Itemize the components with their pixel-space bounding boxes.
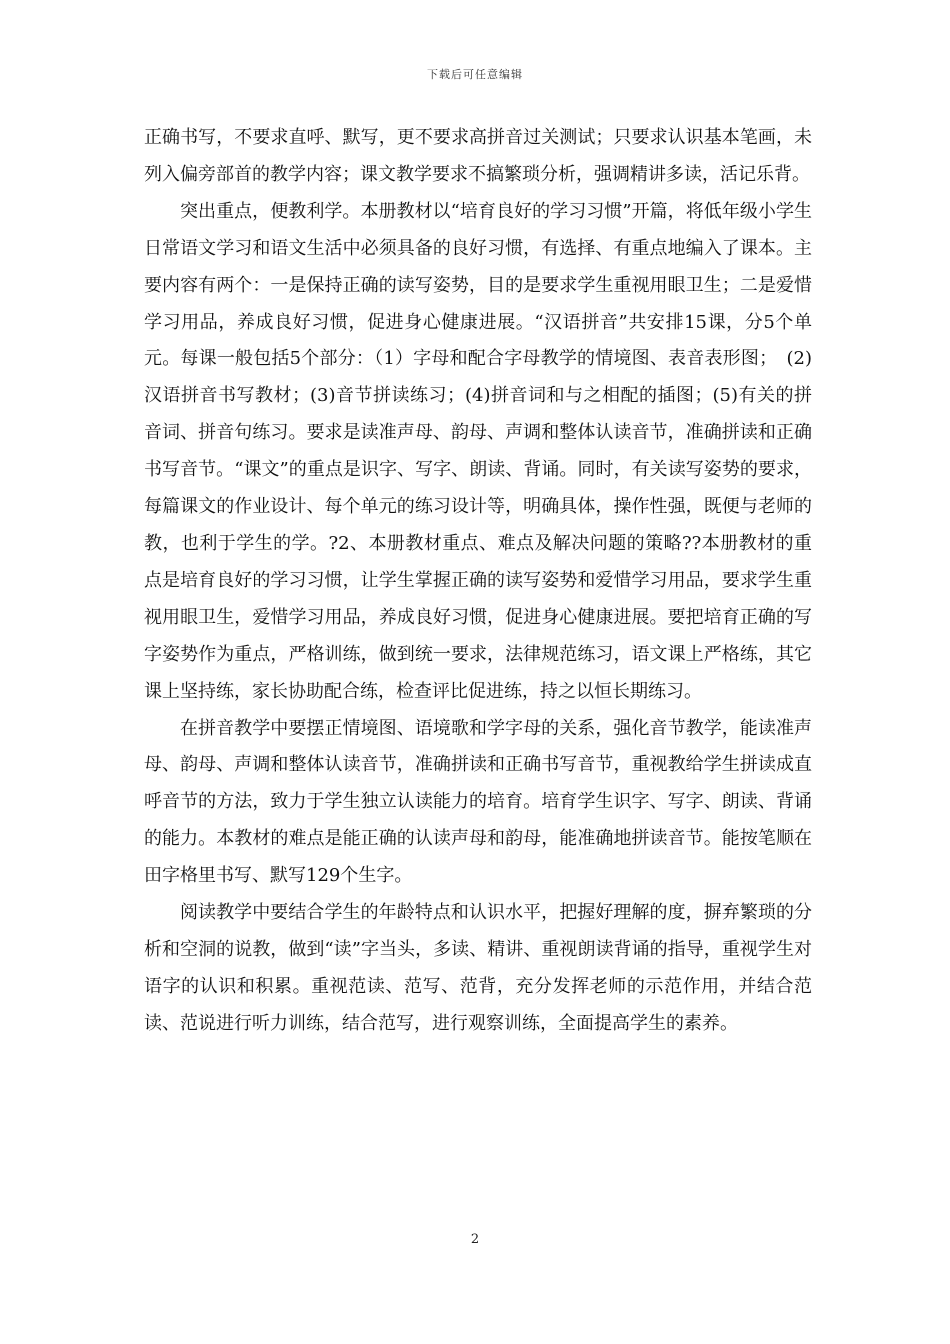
paragraph-1: 正确书写，不要求直呼、默写，更不要求高拼音过关测试；只要求认识基本笔画，未列入偏旁部首的教学内容；课文教学要求不搞繁琐分析，强调精讲多读，活记乐背。 [144, 127, 812, 185]
page-number: 2 [470, 1232, 480, 1247]
paragraph-4: 阅读教学中要结合学生的年龄特点和认识水平，把握好理解的度，摒弃繁琐的分析和空洞的说教，做到“读”字当头，多读、精讲、重视朗读背诵的指导，重视学生对语字的认识和积累。重视范读、范写、范背，充分发挥老师的示范作用，并结合范读、范说进行听力训练，结合范写，进行观察训练，全面提高学生的素养。 [144, 902, 812, 1034]
page-header: 下载后可任意编辑 [427, 68, 523, 81]
paragraph-3: 在拼音教学中要摆正情境图、语境歌和学字母的关系，强化音节教学，能读准声母、韵母、声调和整体认读音节，准确拼读和正确书写音节，重视教给学生拼读成直呼音节的方法，致力于学生独立认读能力的培育。培育学生识字、写字、朗读、背诵的能力。本教材的难点是能正确的认读声母和韵母，能准确地拼读音节。能按笔顺在田字格里书写、默写129个生字。 [144, 717, 812, 887]
paragraph-2: 突出重点，便教利学。本册教材以“培育良好的学习习惯”开篇，将低年级小学生日常语文学习和语文生活中必须具备的良好习惯，有选择、有重点地编入了课本。主要内容有两个：一是保持正确的读写姿势，目的是要求学生重视用眼卫生；二是爱惜学习用品，养成良好习惯，促进身心健康进展。“汉语拼音”共安排15课，分5个单元。每课一般包括5个部分：（1）字母和配合字母教学的情境图、表音表形图； (2)汉语拼音书写教材；(3)音节拼读练习；(4)拼音词和与之相配的插图；(5)有关的拼音词、拼音句练习。要求是读准声母、韵母、声调和整体认读音节，准确拼读和正确书写音节。“课文”的重点是识字、写字、朗读、背诵。同时，有关读写姿势的要求，每篇课文的作业设计、每个单元的练习设计等，明确具体，操作性强，既便与老师的教，也利于学生的学。?2、本册教材重点、难点及解决问题的策略??本册教材的重点是培育良好的学习习惯，让学生掌握正确的读写姿势和爱惜学习用品，要求学生重视用眼卫生，爱惜学习用品，养成良好习惯，促进身心健康进展。要把培育正确的写字姿势作为重点，严格训练，做到统一要求，法律规范练习，语文课上严格练，其它课上坚持练，家长协助配合练，检查评比促进练，持之以恒长期练习。 [144, 200, 812, 702]
document-body [144, 120, 812, 1043]
